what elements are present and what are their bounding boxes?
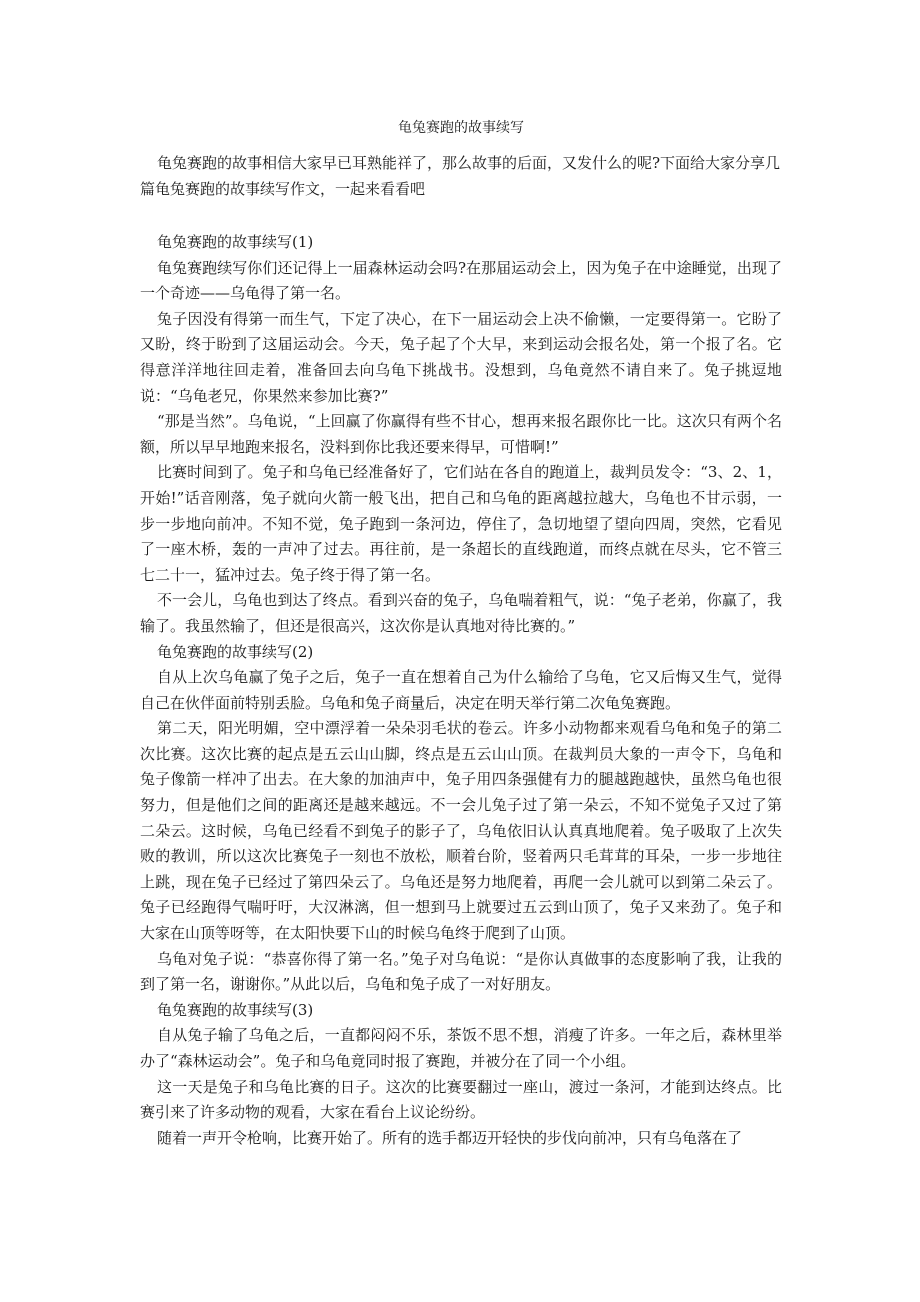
story-paragraph: 随着一声开令枪响，比赛开始了。所有的选手都迈开轻快的步伐向前冲，只有乌龟落在了 — [157, 1128, 743, 1147]
story-paragraph: 比赛时间到了。兔子和乌龟已经准备好了，它们站在各自的跑道上，裁判员发令：“3、2、1，开始!”话音刚落，兔子就向火箭一般飞出，把自己和乌龟的距离越拉越大，乌龟也不甘示弱，一步一步地向前冲。不知不觉，兔子跑到一条河边，停住了，急切地望了望向四周，突然，它看见了一座木桥，轰的一声冲了过去。再往前，是一条超长的直线跑道，而终点就在尽头，它不管三七二十一，猛冲过去。兔子终于得了第一名。 — [140, 463, 782, 584]
story-paragraph: 兔子因没有得第一而生气，下定了决心，在下一届运动会上决不偷懒，一定要得第一。它盼了又盼，终于盼到了这届运动会。今天，兔子起了个大早，来到运动会报名处，第一个报了名。它得意洋洋地往回走着，准备回去向乌龟下挑战书。没想到，乌龟竟然不请自来了。兔子挑逗地说：“乌龟老兄，你果然来参加比赛?” — [140, 309, 782, 405]
intro-paragraph: 龟兔赛跑的故事相信大家早已耳熟能祥了，那么故事的后面，又发什么的呢?下面给大家分享几篇龟兔赛跑的故事续写作文，一起来看看吧 — [140, 154, 781, 198]
story-paragraph: 不一会儿，乌龟也到达了终点。看到兴奋的兔子，乌龟喘着粗气，说：“兔子老弟，你赢了，我输了。我虽然输了，但还是很高兴，这次你是认真地对待比赛的。” — [140, 591, 782, 635]
story-paragraph: 自从兔子输了乌龟之后，一直都闷闷不乐，茶饭不思不想，消瘦了许多。一年之后，森林里举办了“森林运动会”。兔子和乌龟竟同时报了赛跑，并被分在了同一个小组。 — [140, 1026, 782, 1070]
story-paragraph: 乌龟对兔子说：“恭喜你得了第一名。”兔子对乌龟说：“是你认真做事的态度影响了我，让我的到了第一名，谢谢你。”从此以后，乌龟和兔子成了一对好朋友。 — [140, 949, 782, 994]
spacer — [140, 202, 782, 230]
section-heading: 龟兔赛跑的故事续写(1) — [157, 233, 314, 251]
story-paragraph: 第二天，阳光明媚，空中漂浮着一朵朵羽毛状的卷云。许多小动物都来观看乌龟和兔子的第二次比赛。这次比赛的起点是五云山山脚，终点是五云山山顶。在裁判员大象的一声令下，乌龟和兔子像箭一样冲了出去。在大象的加油声中，兔子用四条强健有力的腿越跑越快，虽然乌龟也很努力，但是他们之间的距离还是越来越远。不一会儿兔子过了第一朵云，不知不觉兔子又过了第二朵云。这时候，乌龟已经看不到兔子的影子了，乌龟依旧认认真真地爬着。兔子吸取了上次失败的教训，所以这次比赛兔子一刻也不放松，顺着台阶，竖着两只毛茸茸的耳朵，一步一步地往上跳，现在兔子已经过了第四朵云了。乌龟还是努力地爬着，再爬一会儿就可以到第二朵云了。兔子已经跑得气喘吁吁，大汉淋漓，但一想到马上就要过五云到山顶了，兔子又来劲了。兔子和大家在山顶等呀等，在太阳快要下山的时候乌龟终于爬到了山顶。 — [140, 719, 782, 943]
section-heading: 龟兔赛跑的故事续写(2) — [157, 642, 314, 661]
story-paragraph: “那是当然”。乌龟说，“上回赢了你赢得有些不甘心，想再来报名跟你比一比。这次只有两个名额，所以早早地跑来报名，没料到你比我还要来得早，可惜啊!” — [140, 412, 782, 456]
story-paragraph: 这一天是兔子和乌龟比赛的日子。这次的比赛要翻过一座山，渡过一条河，才能到达终点。比赛引来了许多动物的观看，大家在看台上议论纷纷。 — [140, 1077, 782, 1122]
story-paragraph: 龟兔赛跑续写你们还记得上一届森林运动会吗?在那届运动会上，因为兔子在中途睡觉，出现了一个奇迹——乌龟得了第一名。 — [140, 258, 782, 303]
story-section-1 — [140, 230, 782, 640]
story-section-2 — [140, 640, 782, 998]
document-page — [140, 118, 782, 1151]
document-title: 龟兔赛跑的故事续写 — [398, 120, 524, 136]
story-paragraph: 自从上次乌龟赢了兔子之后，兔子一直在想着自己为什么输给了乌龟，它又后悔又生气，觉得自己在伙伴面前特别丢脸。乌龟和兔子商量后，决定在明天举行第二次龟兔赛跑。 — [140, 668, 782, 712]
section-heading: 龟兔赛跑的故事续写(3) — [157, 1000, 314, 1019]
story-section-3 — [140, 998, 782, 1152]
